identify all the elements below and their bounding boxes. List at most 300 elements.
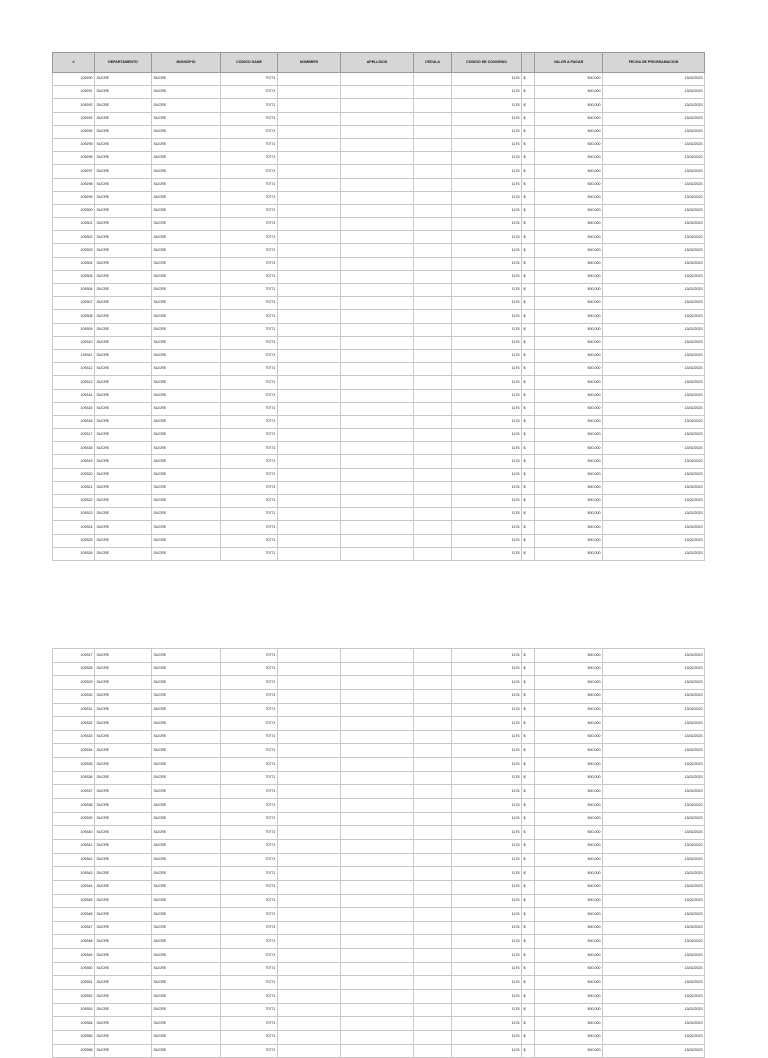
codigo-convenio-cell: 1176 bbox=[452, 662, 522, 676]
municipio-cell: SUCRE bbox=[152, 839, 221, 853]
nombres-cell bbox=[278, 178, 341, 191]
table-row bbox=[53, 165, 705, 178]
row-number-cell: 109349 bbox=[53, 949, 95, 963]
municipio-cell: SUCRE bbox=[152, 534, 221, 547]
cedula-cell bbox=[414, 508, 452, 521]
codigo-dane-cell: 70771 bbox=[221, 949, 278, 963]
currency-cell: $ bbox=[522, 125, 535, 138]
municipio-cell: SUCRE bbox=[152, 125, 221, 138]
codigo-convenio-cell: 1176 bbox=[452, 547, 522, 560]
apellidos-cell bbox=[341, 284, 414, 297]
departamento-cell: SUCRE bbox=[95, 758, 152, 772]
table-row bbox=[53, 442, 705, 455]
fecha-programacion-cell: 13/02/2023 bbox=[603, 990, 705, 1004]
municipio-cell: SUCRE bbox=[152, 921, 221, 935]
cedula-cell bbox=[414, 270, 452, 283]
cedula-cell bbox=[414, 689, 452, 703]
row-number-cell: 109340 bbox=[53, 826, 95, 840]
cedula-cell bbox=[414, 284, 452, 297]
table-row bbox=[53, 495, 705, 508]
codigo-dane-cell: 70771 bbox=[221, 908, 278, 922]
fecha-programacion-cell: 13/02/2023 bbox=[603, 112, 705, 125]
nombres-cell bbox=[278, 703, 341, 717]
table-row bbox=[53, 1044, 705, 1058]
valor-a-pagar-cell: 500.000 bbox=[535, 495, 603, 508]
apellidos-cell bbox=[341, 481, 414, 494]
nombres-cell bbox=[278, 534, 341, 547]
currency-cell: $ bbox=[522, 165, 535, 178]
table-row bbox=[53, 178, 705, 191]
fecha-programacion-cell: 13/02/2023 bbox=[603, 349, 705, 362]
municipio-cell: SUCRE bbox=[152, 908, 221, 922]
currency-cell: $ bbox=[522, 730, 535, 744]
currency-cell: $ bbox=[522, 231, 535, 244]
codigo-dane-cell: 70771 bbox=[221, 112, 278, 125]
header-row bbox=[53, 53, 705, 73]
municipio-cell: SUCRE bbox=[152, 244, 221, 257]
apellidos-cell bbox=[341, 662, 414, 676]
row-number-cell: 109295 bbox=[53, 138, 95, 151]
currency-cell: $ bbox=[522, 826, 535, 840]
row-number-cell: 109321 bbox=[53, 481, 95, 494]
codigo-dane-cell: 70771 bbox=[221, 363, 278, 376]
fecha-programacion-cell: 13/02/2023 bbox=[603, 323, 705, 336]
codigo-convenio-cell: 1176 bbox=[452, 894, 522, 908]
nombres-cell bbox=[278, 402, 341, 415]
fecha-programacion-cell: 13/02/2023 bbox=[603, 949, 705, 963]
currency-cell: $ bbox=[522, 1017, 535, 1031]
apellidos-cell bbox=[341, 880, 414, 894]
municipio-cell: SUCRE bbox=[152, 270, 221, 283]
row-number-cell: 109327 bbox=[53, 649, 95, 663]
row-number-cell: 109351 bbox=[53, 976, 95, 990]
nombres-cell bbox=[278, 771, 341, 785]
row-number-cell: 109331 bbox=[53, 703, 95, 717]
codigo-convenio-cell: 1176 bbox=[452, 730, 522, 744]
nombres-cell bbox=[278, 455, 341, 468]
row-number-cell: 109294 bbox=[53, 125, 95, 138]
row-number-cell: 109330 bbox=[53, 689, 95, 703]
municipio-cell: SUCRE bbox=[152, 204, 221, 217]
nombres-cell bbox=[278, 442, 341, 455]
nombres-cell bbox=[278, 191, 341, 204]
valor-a-pagar-cell: 500.000 bbox=[535, 310, 603, 323]
municipio-cell: SUCRE bbox=[152, 257, 221, 270]
currency-cell: $ bbox=[522, 270, 535, 283]
table-row bbox=[53, 481, 705, 494]
codigo-convenio-cell: 1176 bbox=[452, 270, 522, 283]
cedula-cell bbox=[414, 257, 452, 270]
currency-cell: $ bbox=[522, 703, 535, 717]
row-number-cell: 109346 bbox=[53, 908, 95, 922]
codigo-dane-cell: 70771 bbox=[221, 547, 278, 560]
apellidos-cell bbox=[341, 455, 414, 468]
cedula-cell bbox=[414, 649, 452, 663]
fecha-programacion-cell: 13/02/2023 bbox=[603, 785, 705, 799]
row-number-cell: 109342 bbox=[53, 853, 95, 867]
nombres-cell bbox=[278, 508, 341, 521]
table-row bbox=[53, 908, 705, 922]
row-number-cell: 109343 bbox=[53, 867, 95, 881]
municipio-cell: SUCRE bbox=[152, 730, 221, 744]
valor-a-pagar-cell: 500.000 bbox=[535, 178, 603, 191]
codigo-convenio-cell: 1176 bbox=[452, 468, 522, 481]
row-number-cell: 109322 bbox=[53, 495, 95, 508]
currency-cell: $ bbox=[522, 1030, 535, 1044]
currency-cell: $ bbox=[522, 86, 535, 99]
nombres-cell bbox=[278, 921, 341, 935]
codigo-convenio-cell: 1176 bbox=[452, 73, 522, 86]
apellidos-cell bbox=[341, 442, 414, 455]
currency-cell: $ bbox=[522, 771, 535, 785]
cedula-cell bbox=[414, 204, 452, 217]
table-row bbox=[53, 758, 705, 772]
nombres-cell bbox=[278, 349, 341, 362]
valor-a-pagar-cell: 500.000 bbox=[535, 799, 603, 813]
municipio-cell: SUCRE bbox=[152, 178, 221, 191]
table-row bbox=[53, 534, 705, 547]
cedula-cell bbox=[414, 323, 452, 336]
valor-a-pagar-cell: 500.000 bbox=[535, 218, 603, 231]
beneficiaries-table-bottom bbox=[52, 648, 705, 1058]
nombres-cell bbox=[278, 86, 341, 99]
apellidos-cell bbox=[341, 839, 414, 853]
departamento-cell: SUCRE bbox=[95, 455, 152, 468]
cedula-cell bbox=[414, 703, 452, 717]
apellidos-cell bbox=[341, 231, 414, 244]
row-number-cell: 109336 bbox=[53, 771, 95, 785]
departamento-cell: SUCRE bbox=[95, 191, 152, 204]
apellidos-cell bbox=[341, 717, 414, 731]
nombres-cell bbox=[278, 284, 341, 297]
municipio-cell: SUCRE bbox=[152, 415, 221, 428]
apellidos-cell bbox=[341, 336, 414, 349]
valor-a-pagar-cell: 500.000 bbox=[535, 336, 603, 349]
codigo-dane-cell: 70771 bbox=[221, 270, 278, 283]
cedula-cell bbox=[414, 880, 452, 894]
cedula-cell bbox=[414, 402, 452, 415]
departamento-cell: SUCRE bbox=[95, 284, 152, 297]
table-row bbox=[53, 389, 705, 402]
cedula-cell bbox=[414, 812, 452, 826]
codigo-dane-cell: 70771 bbox=[221, 99, 278, 112]
fecha-programacion-cell: 13/02/2023 bbox=[603, 218, 705, 231]
valor-a-pagar-cell: 500.000 bbox=[535, 86, 603, 99]
nombres-cell bbox=[278, 336, 341, 349]
fecha-programacion-cell: 13/02/2023 bbox=[603, 880, 705, 894]
valor-a-pagar-cell: 500.000 bbox=[535, 138, 603, 151]
nombres-cell bbox=[278, 689, 341, 703]
valor-a-pagar-cell: 500.000 bbox=[535, 689, 603, 703]
currency-cell: $ bbox=[522, 662, 535, 676]
fecha-programacion-cell: 13/02/2023 bbox=[603, 826, 705, 840]
row-number-cell: 109325 bbox=[53, 534, 95, 547]
codigo-dane-cell: 70771 bbox=[221, 86, 278, 99]
table-row bbox=[53, 73, 705, 86]
header-municipio: MUNICIPIO bbox=[152, 53, 221, 73]
municipio-cell: SUCRE bbox=[152, 99, 221, 112]
departamento-cell: SUCRE bbox=[95, 402, 152, 415]
fecha-programacion-cell: 13/02/2023 bbox=[603, 976, 705, 990]
departamento-cell: SUCRE bbox=[95, 99, 152, 112]
codigo-dane-cell: 70771 bbox=[221, 468, 278, 481]
codigo-convenio-cell: 1176 bbox=[452, 231, 522, 244]
apellidos-cell bbox=[341, 867, 414, 881]
cedula-cell bbox=[414, 442, 452, 455]
municipio-cell: SUCRE bbox=[152, 935, 221, 949]
apellidos-cell bbox=[341, 894, 414, 908]
valor-a-pagar-cell: 500.000 bbox=[535, 402, 603, 415]
cedula-cell bbox=[414, 990, 452, 1004]
nombres-cell bbox=[278, 730, 341, 744]
cedula-cell bbox=[414, 908, 452, 922]
codigo-convenio-cell: 1176 bbox=[452, 717, 522, 731]
departamento-cell: SUCRE bbox=[95, 415, 152, 428]
fecha-programacion-cell: 13/02/2023 bbox=[603, 204, 705, 217]
cedula-cell bbox=[414, 481, 452, 494]
table-row bbox=[53, 455, 705, 468]
valor-a-pagar-cell: 500.000 bbox=[535, 468, 603, 481]
valor-a-pagar-cell: 500.000 bbox=[535, 231, 603, 244]
departamento-cell: SUCRE bbox=[95, 976, 152, 990]
departamento-cell: SUCRE bbox=[95, 468, 152, 481]
codigo-dane-cell: 70771 bbox=[221, 799, 278, 813]
currency-cell: $ bbox=[522, 949, 535, 963]
row-number-cell: 109334 bbox=[53, 744, 95, 758]
row-number-cell: 109344 bbox=[53, 880, 95, 894]
codigo-dane-cell: 70771 bbox=[221, 152, 278, 165]
row-number-cell: 109290 bbox=[53, 73, 95, 86]
row-number-cell: 109301 bbox=[53, 218, 95, 231]
apellidos-cell bbox=[341, 758, 414, 772]
table-row bbox=[53, 125, 705, 138]
valor-a-pagar-cell: 500.000 bbox=[535, 349, 603, 362]
currency-cell: $ bbox=[522, 935, 535, 949]
codigo-dane-cell: 70771 bbox=[221, 165, 278, 178]
row-number-cell: 109314 bbox=[53, 389, 95, 402]
apellidos-cell bbox=[341, 730, 414, 744]
cedula-cell bbox=[414, 138, 452, 151]
nombres-cell bbox=[278, 853, 341, 867]
cedula-cell bbox=[414, 826, 452, 840]
fecha-programacion-cell: 13/02/2023 bbox=[603, 799, 705, 813]
valor-a-pagar-cell: 500.000 bbox=[535, 649, 603, 663]
currency-cell: $ bbox=[522, 894, 535, 908]
departamento-cell: SUCRE bbox=[95, 990, 152, 1004]
codigo-convenio-cell: 1176 bbox=[452, 86, 522, 99]
departamento-cell: SUCRE bbox=[95, 495, 152, 508]
nombres-cell bbox=[278, 1003, 341, 1017]
codigo-convenio-cell: 1176 bbox=[452, 178, 522, 191]
codigo-convenio-cell: 1176 bbox=[452, 921, 522, 935]
currency-cell: $ bbox=[522, 204, 535, 217]
valor-a-pagar-cell: 500.000 bbox=[535, 812, 603, 826]
municipio-cell: SUCRE bbox=[152, 1030, 221, 1044]
codigo-dane-cell: 70771 bbox=[221, 730, 278, 744]
currency-cell: $ bbox=[522, 429, 535, 442]
municipio-cell: SUCRE bbox=[152, 152, 221, 165]
currency-cell: $ bbox=[522, 839, 535, 853]
apellidos-cell bbox=[341, 495, 414, 508]
nombres-cell bbox=[278, 547, 341, 560]
currency-cell: $ bbox=[522, 758, 535, 772]
codigo-convenio-cell: 1176 bbox=[452, 204, 522, 217]
nombres-cell bbox=[278, 1044, 341, 1058]
municipio-cell: SUCRE bbox=[152, 785, 221, 799]
nombres-cell bbox=[278, 894, 341, 908]
apellidos-cell bbox=[341, 297, 414, 310]
row-number-cell: 109312 bbox=[53, 363, 95, 376]
fecha-programacion-cell: 13/02/2023 bbox=[603, 649, 705, 663]
apellidos-cell bbox=[341, 86, 414, 99]
currency-cell: $ bbox=[522, 744, 535, 758]
codigo-dane-cell: 70771 bbox=[221, 204, 278, 217]
cedula-cell bbox=[414, 191, 452, 204]
municipio-cell: SUCRE bbox=[152, 771, 221, 785]
codigo-convenio-cell: 1176 bbox=[452, 908, 522, 922]
codigo-convenio-cell: 1176 bbox=[452, 165, 522, 178]
apellidos-cell bbox=[341, 152, 414, 165]
row-number-cell: 109317 bbox=[53, 429, 95, 442]
valor-a-pagar-cell: 500.000 bbox=[535, 73, 603, 86]
table-row bbox=[53, 826, 705, 840]
fecha-programacion-cell: 13/02/2023 bbox=[603, 336, 705, 349]
row-number-cell: 109292 bbox=[53, 99, 95, 112]
apellidos-cell bbox=[341, 204, 414, 217]
currency-cell: $ bbox=[522, 508, 535, 521]
nombres-cell bbox=[278, 662, 341, 676]
valor-a-pagar-cell: 500.000 bbox=[535, 839, 603, 853]
departamento-cell: SUCRE bbox=[95, 662, 152, 676]
cedula-cell bbox=[414, 1044, 452, 1058]
fecha-programacion-cell: 13/02/2023 bbox=[603, 771, 705, 785]
codigo-convenio-cell: 1176 bbox=[452, 744, 522, 758]
nombres-cell bbox=[278, 962, 341, 976]
row-number-cell: 109297 bbox=[53, 165, 95, 178]
municipio-cell: SUCRE bbox=[152, 284, 221, 297]
departamento-cell: SUCRE bbox=[95, 703, 152, 717]
codigo-convenio-cell: 1176 bbox=[452, 771, 522, 785]
valor-a-pagar-cell: 500.000 bbox=[535, 125, 603, 138]
row-number-cell: 109299 bbox=[53, 191, 95, 204]
header-valor-a-pagar: VALOR A PAGAR bbox=[535, 53, 603, 73]
codigo-dane-cell: 70771 bbox=[221, 442, 278, 455]
fecha-programacion-cell: 13/02/2023 bbox=[603, 389, 705, 402]
municipio-cell: SUCRE bbox=[152, 649, 221, 663]
cedula-cell bbox=[414, 73, 452, 86]
departamento-cell: SUCRE bbox=[95, 323, 152, 336]
nombres-cell bbox=[278, 125, 341, 138]
fecha-programacion-cell: 13/02/2023 bbox=[603, 962, 705, 976]
codigo-convenio-cell: 1176 bbox=[452, 508, 522, 521]
nombres-cell bbox=[278, 799, 341, 813]
nombres-cell bbox=[278, 839, 341, 853]
apellidos-cell bbox=[341, 921, 414, 935]
codigo-convenio-cell: 1176 bbox=[452, 481, 522, 494]
apellidos-cell bbox=[341, 785, 414, 799]
fecha-programacion-cell: 13/02/2023 bbox=[603, 758, 705, 772]
municipio-cell: SUCRE bbox=[152, 962, 221, 976]
codigo-dane-cell: 70771 bbox=[221, 508, 278, 521]
currency-cell: $ bbox=[522, 415, 535, 428]
municipio-cell: SUCRE bbox=[152, 402, 221, 415]
table-row bbox=[53, 86, 705, 99]
row-number-cell: 109291 bbox=[53, 86, 95, 99]
nombres-cell bbox=[278, 785, 341, 799]
cedula-cell bbox=[414, 86, 452, 99]
valor-a-pagar-cell: 500.000 bbox=[535, 880, 603, 894]
codigo-convenio-cell: 1176 bbox=[452, 336, 522, 349]
cedula-cell bbox=[414, 389, 452, 402]
row-number-cell: 109308 bbox=[53, 310, 95, 323]
apellidos-cell bbox=[341, 521, 414, 534]
apellidos-cell bbox=[341, 389, 414, 402]
table-row bbox=[53, 1030, 705, 1044]
valor-a-pagar-cell: 500.000 bbox=[535, 785, 603, 799]
row-number-cell: 109328 bbox=[53, 662, 95, 676]
table-row bbox=[53, 284, 705, 297]
row-number-cell: 109341 bbox=[53, 839, 95, 853]
valor-a-pagar-cell: 500.000 bbox=[535, 257, 603, 270]
municipio-cell: SUCRE bbox=[152, 468, 221, 481]
codigo-convenio-cell: 1176 bbox=[452, 976, 522, 990]
codigo-dane-cell: 70771 bbox=[221, 138, 278, 151]
currency-cell: $ bbox=[522, 310, 535, 323]
cedula-cell bbox=[414, 521, 452, 534]
fecha-programacion-cell: 13/02/2023 bbox=[603, 284, 705, 297]
nombres-cell bbox=[278, 99, 341, 112]
departamento-cell: SUCRE bbox=[95, 231, 152, 244]
codigo-dane-cell: 70771 bbox=[221, 703, 278, 717]
fecha-programacion-cell: 13/02/2023 bbox=[603, 1017, 705, 1031]
codigo-dane-cell: 70771 bbox=[221, 389, 278, 402]
municipio-cell: SUCRE bbox=[152, 73, 221, 86]
apellidos-cell bbox=[341, 468, 414, 481]
valor-a-pagar-cell: 500.000 bbox=[535, 921, 603, 935]
valor-a-pagar-cell: 500.000 bbox=[535, 1017, 603, 1031]
table-row bbox=[53, 676, 705, 690]
fecha-programacion-cell: 13/02/2023 bbox=[603, 165, 705, 178]
currency-cell: $ bbox=[522, 785, 535, 799]
fecha-programacion-cell: 13/02/2023 bbox=[603, 730, 705, 744]
municipio-cell: SUCRE bbox=[152, 744, 221, 758]
departamento-cell: SUCRE bbox=[95, 310, 152, 323]
cedula-cell bbox=[414, 976, 452, 990]
municipio-cell: SUCRE bbox=[152, 429, 221, 442]
currency-cell: $ bbox=[522, 402, 535, 415]
fecha-programacion-cell: 13/02/2023 bbox=[603, 468, 705, 481]
table-row bbox=[53, 257, 705, 270]
departamento-cell: SUCRE bbox=[95, 962, 152, 976]
nombres-cell bbox=[278, 152, 341, 165]
codigo-dane-cell: 70771 bbox=[221, 455, 278, 468]
row-number-cell: 109324 bbox=[53, 521, 95, 534]
codigo-convenio-cell: 1176 bbox=[452, 1044, 522, 1058]
municipio-cell: SUCRE bbox=[152, 363, 221, 376]
codigo-dane-cell: 70771 bbox=[221, 744, 278, 758]
table-row bbox=[53, 744, 705, 758]
apellidos-cell bbox=[341, 935, 414, 949]
cedula-cell bbox=[414, 165, 452, 178]
apellidos-cell bbox=[341, 1044, 414, 1058]
codigo-dane-cell: 70771 bbox=[221, 402, 278, 415]
table-row bbox=[53, 894, 705, 908]
nombres-cell bbox=[278, 270, 341, 283]
codigo-convenio-cell: 1176 bbox=[452, 495, 522, 508]
fecha-programacion-cell: 13/02/2023 bbox=[603, 244, 705, 257]
codigo-convenio-cell: 1176 bbox=[452, 867, 522, 881]
municipio-cell: SUCRE bbox=[152, 349, 221, 362]
